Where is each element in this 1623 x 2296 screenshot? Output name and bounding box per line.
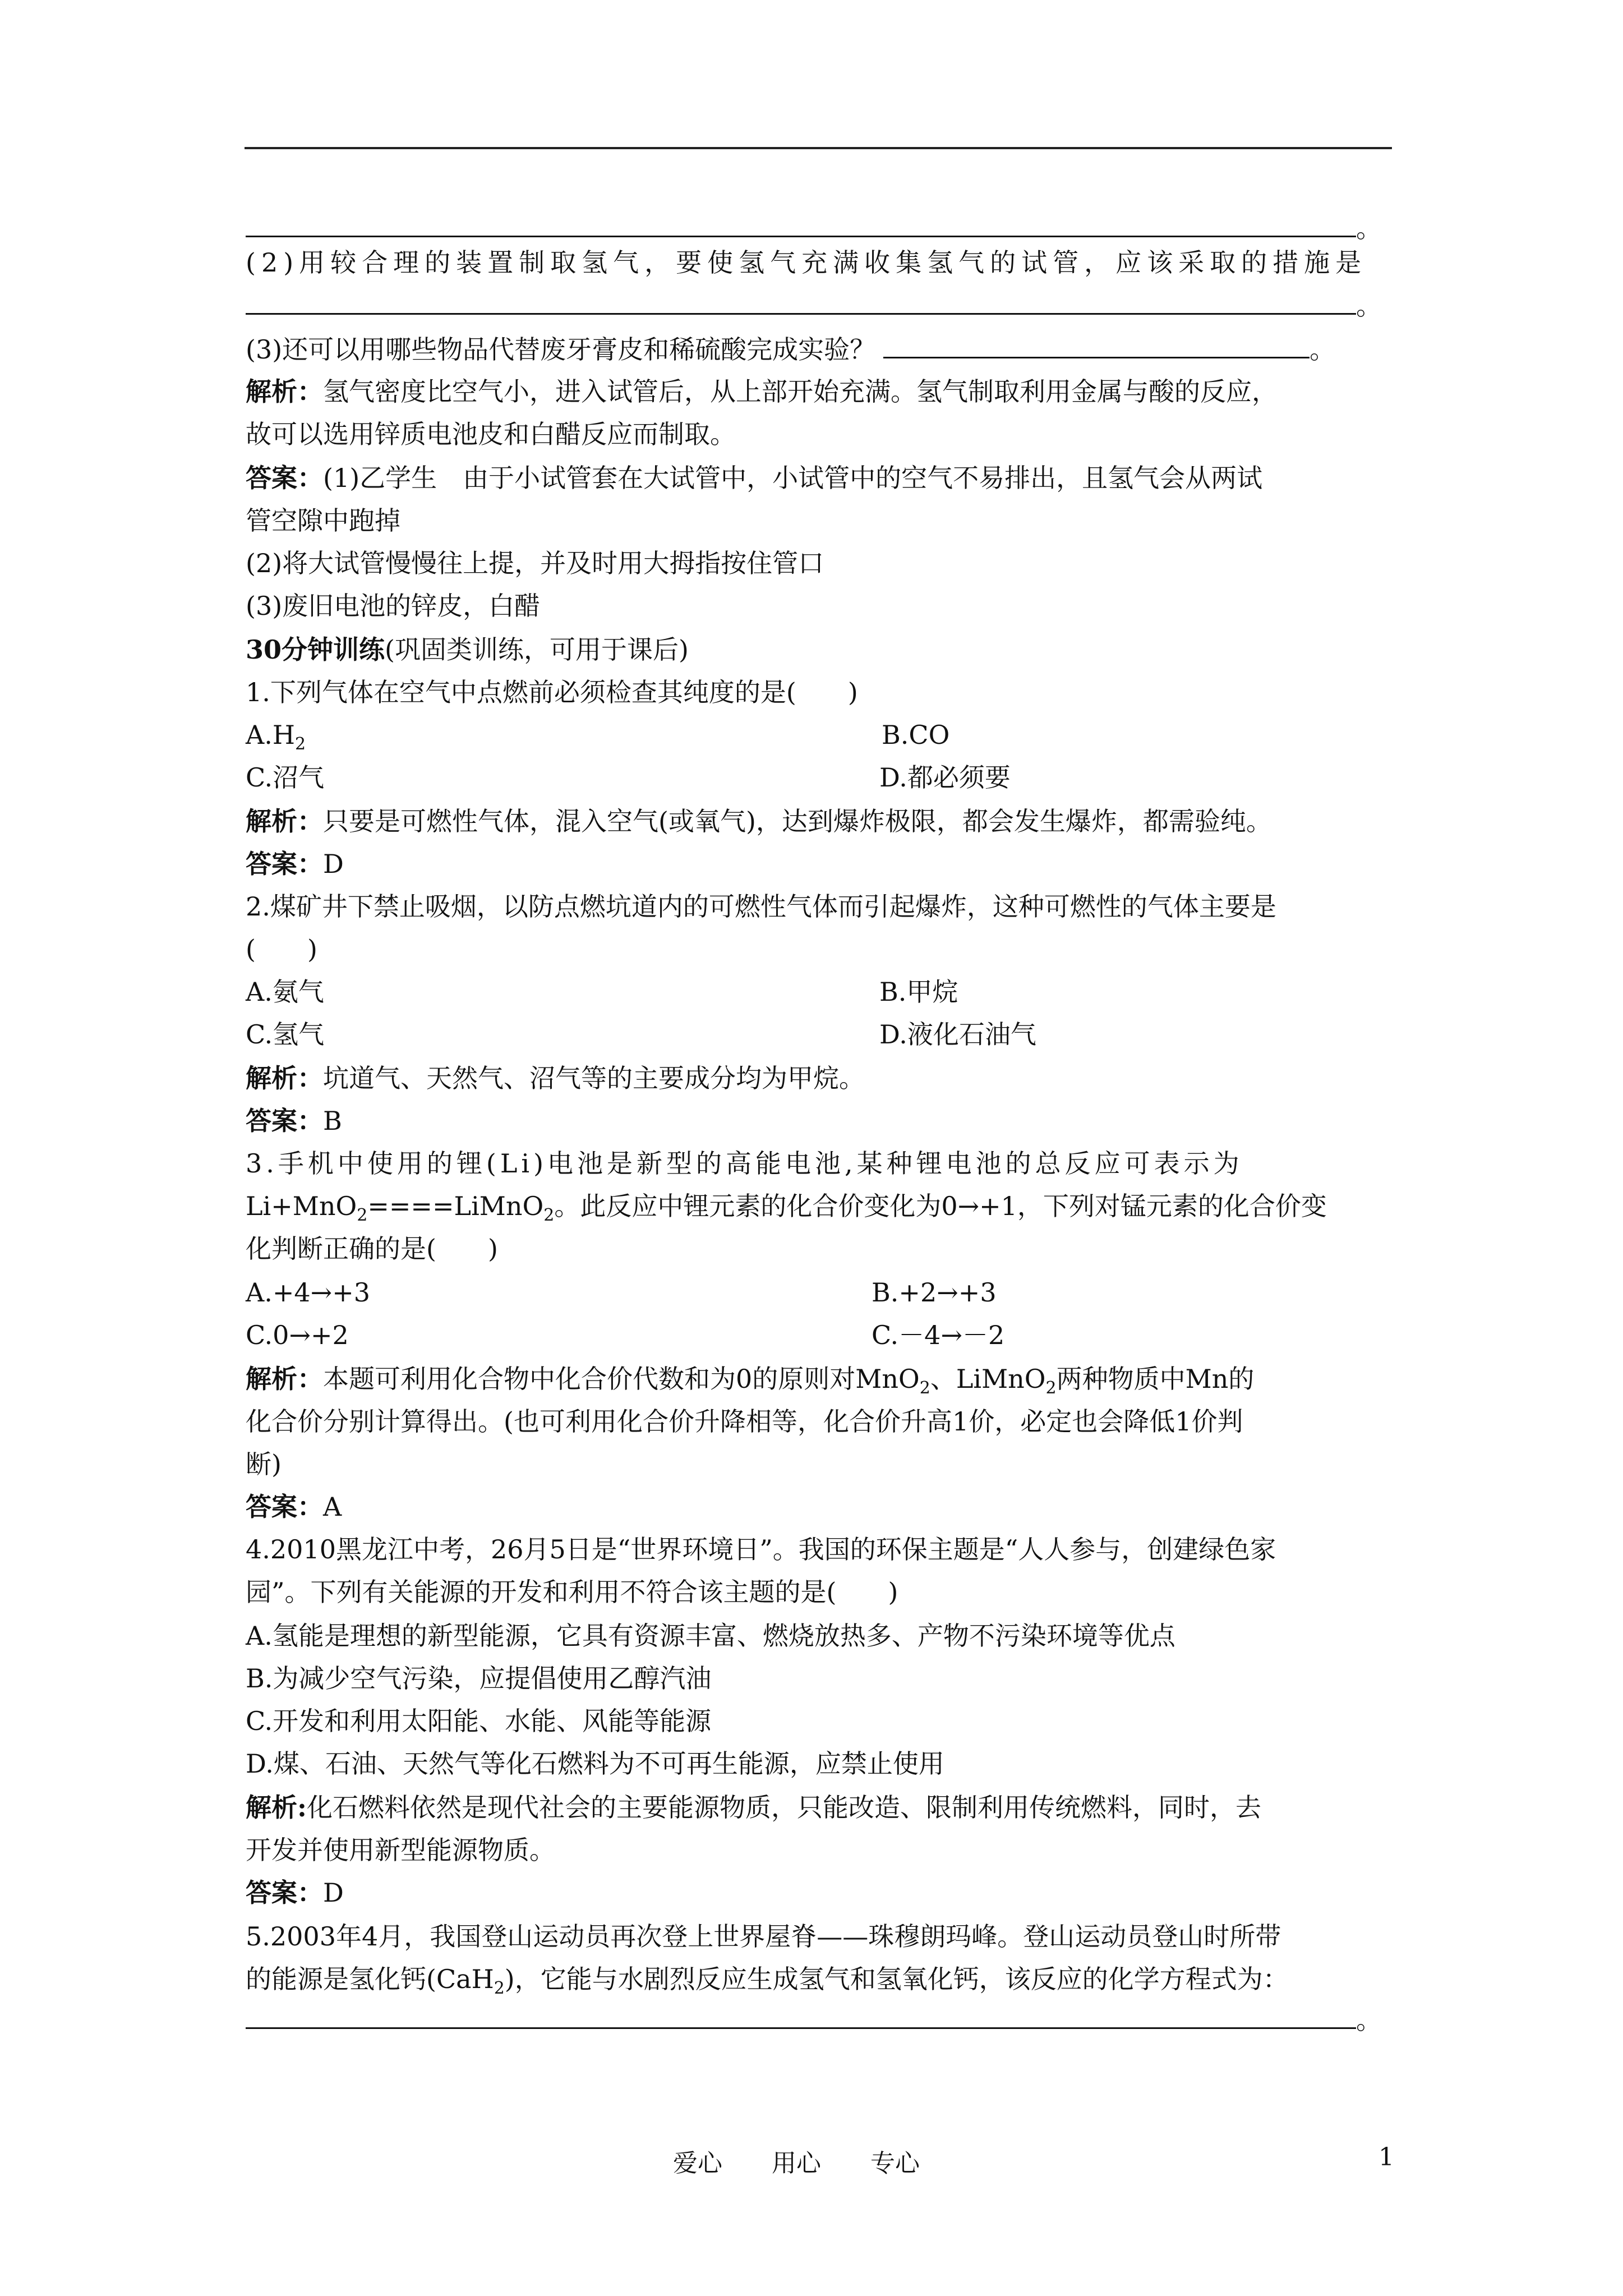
question-text: )，它能与水剧烈反应生成氢气和氢氧化钙，该反应的化学方程式为：	[504, 1964, 1289, 1994]
option-d[interactable]: D.煤、石油、天然气等化石燃料为不可再生能源，应禁止使用	[246, 1749, 944, 1779]
fill-blank[interactable]	[246, 283, 1356, 315]
subscript: 2	[919, 1378, 930, 1398]
option-c[interactable]: C.0→+2	[246, 1320, 349, 1350]
question-line	[246, 885, 1393, 928]
answer-line	[246, 542, 1393, 585]
option-line	[246, 1742, 1393, 1785]
analysis-text: 化合价分别计算得出。(也可利用化合价升降相等，化合价升高1价，必定也会降低1价判	[246, 1406, 1243, 1437]
option-b[interactable]: B.为减少空气污染，应提倡使用乙醇汽油	[246, 1663, 712, 1694]
question-line	[246, 241, 1393, 284]
option-d[interactable]: C.－4→－2	[872, 1320, 1005, 1350]
answer-line	[246, 499, 1393, 542]
answer-line	[246, 457, 1393, 499]
period: 。	[1356, 2005, 1382, 2035]
analysis-label: 解析：	[246, 1364, 323, 1394]
analysis-line	[246, 413, 1393, 455]
question-text: (3)还可以用哪些物品代替废牙膏皮和稀硫酸完成实验？	[246, 334, 876, 365]
option-line	[246, 1657, 1393, 1700]
analysis-line	[246, 1443, 1393, 1485]
question-line	[246, 326, 1393, 369]
answer-text: D	[323, 849, 344, 879]
analysis-line	[246, 800, 1393, 843]
question-text: 化判断正确的是( )	[246, 1234, 498, 1264]
subscript: 2	[1045, 1378, 1057, 1398]
option-row	[246, 970, 1393, 1013]
section-subtitle: (巩固类训练，可用于课后)	[385, 634, 689, 665]
option-c[interactable]: C.沼气	[246, 762, 325, 793]
analysis-line	[246, 1057, 1393, 1099]
analysis-text: 氢气密度比空气小，进入试管后，从上部开始充满。氢气制取利用金属与酸的反应，	[323, 376, 1278, 407]
subscript: 2	[357, 1205, 368, 1225]
question-line	[246, 1571, 1393, 1613]
option-d[interactable]: D.都必须要	[879, 762, 1011, 793]
analysis-text: 开发并使用新型能源物质。	[246, 1835, 555, 1865]
analysis-text: 、LiMnO	[930, 1364, 1046, 1394]
question-line	[246, 1958, 1393, 2000]
option-a[interactable]: A.氢能是理想的新型能源，它具有资源丰富、燃烧放热多、产物不污染环境等优点	[246, 1621, 1175, 1651]
option-row	[246, 1314, 1393, 1356]
answer-text: 管空隙中跑掉	[246, 505, 400, 536]
analysis-text: 只要是可燃性气体，混入空气(或氧气)，达到爆炸极限，都会发生爆炸，都需验纯。	[323, 806, 1272, 836]
answer-label: 答案：	[246, 1106, 323, 1136]
question-text: 4.2010黑龙江中考，26月5日是“世界环境日”。我国的环保主题是“人人参与，创建绿色家	[246, 1534, 1276, 1565]
section-heading	[246, 628, 1393, 671]
formula-part: ====LiMnO	[367, 1191, 544, 1221]
subscript: 2	[494, 1978, 505, 1998]
option-row	[246, 756, 1393, 799]
question-text: 的能源是氢化钙(CaH	[246, 1964, 494, 1994]
section-title: 30分钟训练	[246, 634, 385, 665]
question-line	[246, 1227, 1393, 1270]
analysis-line	[246, 370, 1393, 413]
option-c[interactable]: C.开发和利用太阳能、水能、风能等能源	[246, 1706, 712, 1736]
question-line	[246, 928, 1393, 970]
option-a[interactable]: A.氨气	[246, 977, 324, 1007]
answer-text: (1)乙学生 由于小试管套在大试管中，小试管中的空气不易排出，且氢气会从两试	[323, 463, 1263, 493]
analysis-text: 故可以选用锌质电池皮和白醋反应而制取。	[246, 419, 736, 449]
option-b[interactable]: B.CO	[882, 720, 950, 750]
question-text: 3.手机中使用的锂(Li)电池是新型的高能电池,某种锂电池的总反应可表示为	[246, 1148, 1243, 1179]
option-b[interactable]: B.+2→+3	[872, 1277, 997, 1308]
fill-blank[interactable]	[246, 1997, 1356, 2029]
subscript: 2	[543, 1205, 555, 1225]
answer-label: 答案：	[246, 463, 323, 493]
answer-text: A	[323, 1492, 342, 1522]
answer-line	[246, 843, 1393, 885]
question-text: 5.2003年4月，我国登山运动员再次登上世界屋脊——珠穆朗玛峰。登山运动员登山时所带	[246, 1921, 1281, 1952]
question-text: 1.下列气体在空气中点燃前必须检查其纯度的是( )	[246, 677, 858, 707]
analysis-label: 解析：	[246, 806, 323, 836]
question-text: 。此反应中锂元素的化合价变化为0→+1，下列对锰元素的化合价变	[554, 1191, 1327, 1221]
option-row	[246, 714, 1393, 756]
analysis-label: 解析：	[246, 376, 323, 407]
question-line	[246, 671, 1393, 714]
footer-motto: 爱心 用心 专心	[673, 2149, 920, 2178]
answer-line	[246, 1485, 1393, 1528]
analysis-text: 断)	[246, 1449, 282, 1479]
period: 。	[1356, 213, 1382, 243]
analysis-label: 解析:	[246, 1792, 307, 1823]
answer-text: D	[323, 1878, 344, 1908]
question-text: 2.煤矿井下禁止吸烟，以防点燃坑道内的可燃性气体而引起爆炸，这种可燃性的气体主要是	[246, 891, 1276, 922]
answer-blank-line	[246, 283, 1393, 325]
formula-part: Li+MnO	[246, 1191, 357, 1221]
answer-label: 答案：	[246, 1878, 323, 1908]
option-b[interactable]: B.甲烷	[879, 977, 958, 1007]
question-line	[246, 1142, 1393, 1185]
question-text: (2)用较合理的装置制取氢气，要使氢气充满收集氢气的试管，应该采取的措施是	[246, 247, 1367, 278]
question-line	[246, 1528, 1393, 1571]
analysis-text: 化石燃料依然是现代社会的主要能源物质，只能改造、限制利用传统燃料，同时，去	[306, 1792, 1261, 1823]
analysis-line	[246, 1829, 1393, 1871]
answer-label: 答案：	[246, 849, 323, 879]
fill-blank[interactable]	[883, 326, 1310, 358]
answer-label: 答案：	[246, 1492, 323, 1522]
option-c[interactable]: C.氢气	[246, 1019, 325, 1050]
option-line	[246, 1614, 1393, 1657]
option-row	[246, 1271, 1393, 1314]
analysis-line	[246, 1358, 1393, 1400]
question-text: 园”。下列有关能源的开发和利用不符合该主题的是( )	[246, 1577, 898, 1607]
answer-line	[246, 1099, 1393, 1142]
analysis-line	[246, 1786, 1393, 1829]
analysis-text: 本题可利用化合物中化合价代数和为0的原则对MnO	[323, 1364, 920, 1394]
analysis-line	[246, 1400, 1393, 1443]
question-line	[246, 1185, 1393, 1227]
answer-text: (3)废旧电池的锌皮，白醋	[246, 591, 541, 621]
period: 。	[1310, 334, 1336, 365]
answer-line	[246, 585, 1393, 627]
question-line	[246, 1915, 1393, 1958]
period: 。	[1356, 291, 1382, 321]
option-a[interactable]	[246, 720, 306, 754]
fill-blank[interactable]	[246, 205, 1356, 237]
analysis-text: 两种物质中Mn的	[1056, 1364, 1255, 1394]
subscript: 2	[294, 734, 306, 754]
analysis-label: 解析：	[246, 1063, 323, 1093]
option-a-text: A.H	[246, 720, 295, 750]
option-row	[246, 1013, 1393, 1056]
page-number: 1	[1378, 2143, 1394, 2171]
analysis-text: 坑道气、天然气、沼气等的主要成分均为甲烷。	[323, 1063, 865, 1093]
question-text: ( )	[246, 934, 317, 964]
answer-text: (2)将大试管慢慢往上提，并及时用大拇指按住管口	[246, 548, 824, 578]
answer-blank-line	[246, 1997, 1393, 2040]
option-a[interactable]: A.+4→+3	[246, 1277, 371, 1308]
answer-line	[246, 1871, 1393, 1914]
header-rule	[245, 147, 1392, 149]
option-line	[246, 1700, 1393, 1742]
option-d[interactable]: D.液化石油气	[879, 1019, 1036, 1050]
answer-text: B	[323, 1106, 342, 1136]
